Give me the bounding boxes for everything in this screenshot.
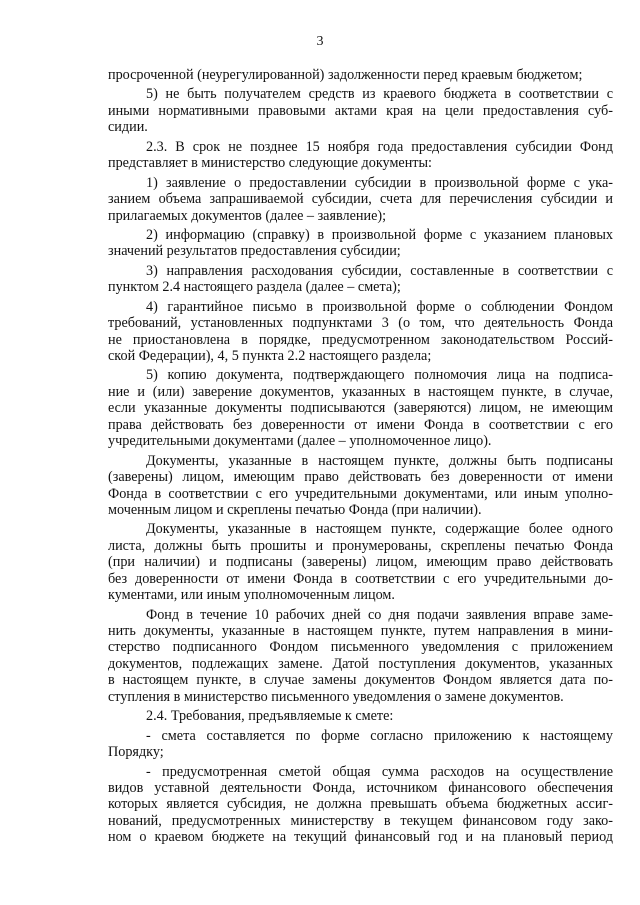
text-line: пунктом 2.4 настоящего раздела (далее – смета); (108, 279, 401, 296)
text-line: 2.3. В срок не позднее 15 ноября года предоставления субсидии Фонд (146, 138, 613, 155)
text-line: моченным лицом и скреплены печатью Фонда (при наличии). (108, 501, 482, 518)
text-line: нить документы, указанные в настоящем пункте, путем направления в мини- (108, 623, 613, 639)
text-line: учредительными документами (далее – уполномоченное лицо). (108, 433, 492, 450)
text-line: Порядку; (108, 744, 164, 761)
text-line: ступления в министерство письменного уведомления о замене документов. (108, 688, 564, 705)
text-line: нований, предусмотренных министерству в текущем финансовом году зако- (108, 812, 613, 829)
text-line: значений результатов предоставления субсидии; (108, 243, 401, 260)
text-line: в настоящем пункте, в случае замены документов Фондом является дата по- (108, 672, 613, 689)
text-line: листа, должны быть прошиты и пронумерованы, скреплены печатью Фонда (108, 537, 613, 554)
text-line: которых является субсидия, не должна превышать объема бюджетных ассиг- (108, 796, 613, 813)
text-line: кументами, или иным уполномоченным лицом. (108, 587, 395, 604)
text-line: занием объема запрашиваемой субсидии, счета для перечисления субсидии и (108, 191, 613, 208)
text-line: 3) направления расходования субсидии, составленные в соответствии с (146, 262, 613, 279)
document-body (108, 67, 613, 846)
text-line: 5) не быть получателем средств из краевого бюджета в соответствии с (146, 86, 613, 103)
text-line: 1) заявление о предоставлении субсидии в произвольной форме с ука- (146, 174, 613, 191)
text-line: - предусмотренная сметой общая сумма расходов на осуществление (146, 763, 613, 780)
text-line: сидии. (108, 119, 148, 136)
text-line: прилагаемых документов (далее – заявление); (108, 207, 387, 224)
text-line: ном о краевом бюджете на текущий финансовый год и на плановый период (108, 829, 613, 846)
text-line: Документы, указанные в настоящем пункте, содержащие более одного (146, 521, 613, 538)
text-line: требований, установленных подпунктами 3 (о том, что деятельность Фонда (108, 315, 613, 332)
text-line: не приостановлена в порядке, предусмотренном законодательством Россий- (108, 331, 613, 348)
text-line: без доверенности от имени Фонда в соответствии с его учредительными до- (108, 570, 613, 587)
text-line: - смета составляется по форме согласно приложению к настоящему (146, 727, 613, 744)
text-line: Документы, указанные в настоящем пункте, должны быть подписаны (146, 452, 613, 469)
text-line: видов уставной деятельности Фонда, источником финансового обеспечения (108, 779, 613, 796)
text-line: Фонда в соответствии с его учредительными документами, или иным уполно- (108, 485, 613, 502)
text-line: Фонд в течение 10 рабочих дней со дня подачи заявления вправе заме- (146, 606, 613, 623)
text-line: 2) информацию (справку) в произвольной форме с указанием плановых (146, 226, 613, 243)
text-line: 5) копию документа, подтверждающего полномочия лица на подписа- (146, 367, 613, 384)
text-line: (заверены) лицом, имеющим право действовать без доверенности от имени (108, 469, 613, 486)
text-line: если указанные документы подписываются (заверяются) лицом, не имеющим (108, 400, 613, 417)
page-number: 3 (316, 34, 324, 49)
text-line: ской Федерации), 4, 5 пункта 2.2 настоящего раздела; (108, 348, 432, 364)
text-line: стерство подписанного Фондом письменного уведомления с приложением (108, 639, 613, 656)
text-line: представляет в министерство следующие документы: (108, 155, 432, 172)
text-line: права действовать без доверенности от имени Фонда в соответствии с его (108, 416, 613, 433)
text-line: ние и (или) заверение документов, указанных в настоящем пункте, в случае, (108, 383, 613, 400)
text-line: иными нормативными правовыми актами края на цели предоставления суб- (108, 102, 613, 119)
text-line: 2.4. Требования, предъявляемые к смете: (146, 708, 394, 725)
text-line: (при наличии) и подписаны (заверены) лицом, имеющим право действовать (108, 554, 613, 571)
text-line: 4) гарантийное письмо в произвольной форме о соблюдении Фондом (146, 298, 613, 315)
text-line: документов, подлежащих замене. Датой поступления документов, указанных (108, 655, 613, 672)
text-line: просроченной (неурегулированной) задолженности перед краевым бюджетом; (108, 67, 583, 83)
